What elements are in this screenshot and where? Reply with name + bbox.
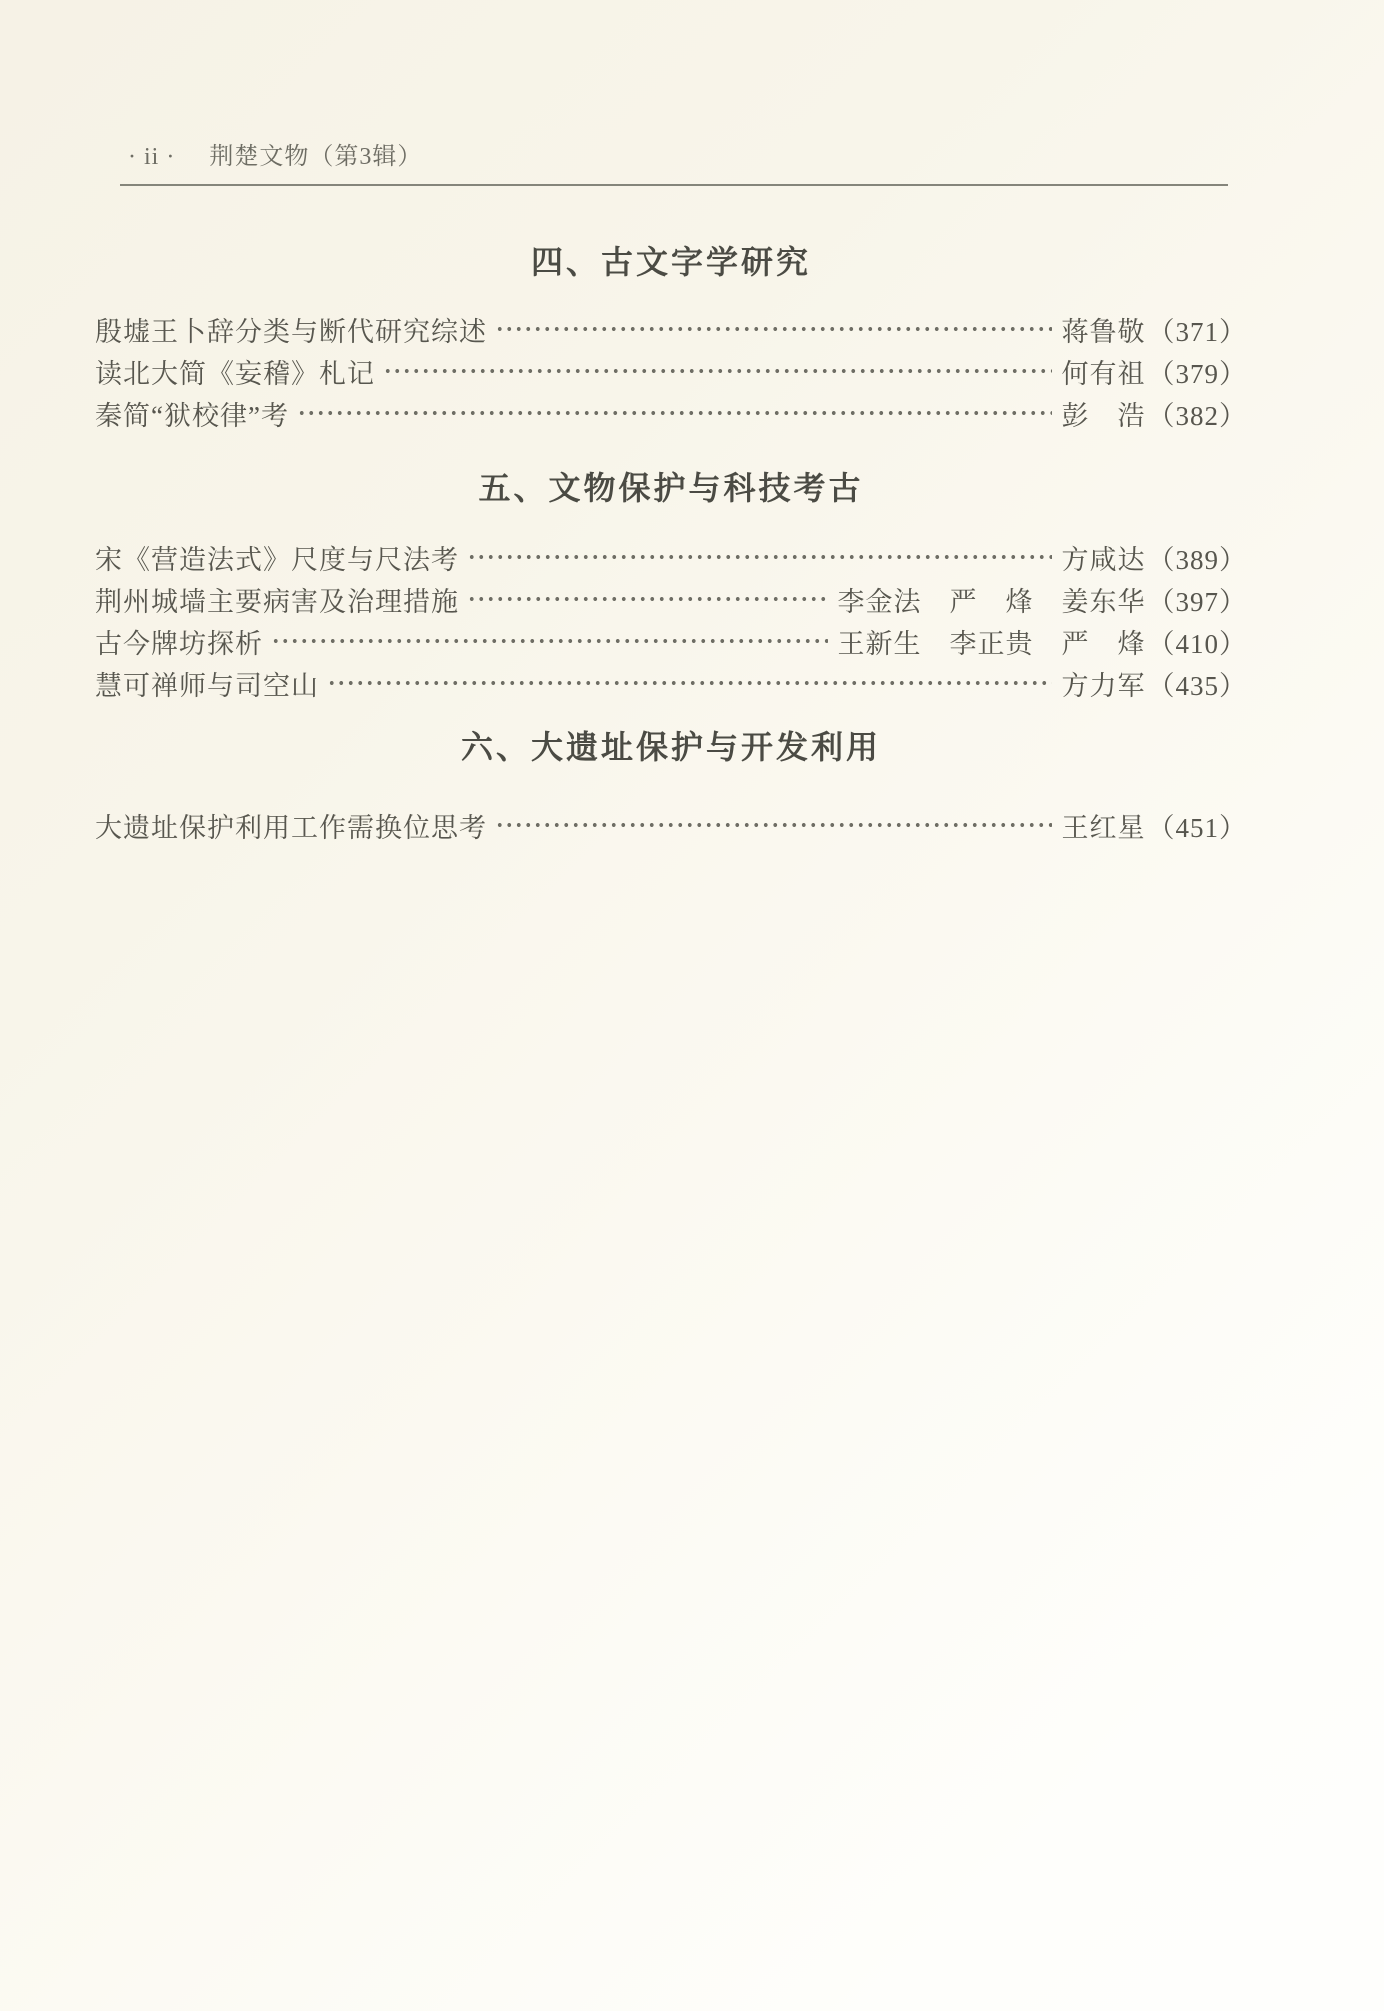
section-heading: 五、文物保护与科技考古 <box>478 470 864 506</box>
entry-title: 读北大简《妄稽》札记 <box>95 358 375 389</box>
entry-authors: 蒋鲁敬 <box>1061 316 1146 347</box>
entry-authors: 李金法 严 烽 姜东华 <box>837 586 1146 617</box>
header-rule <box>120 184 1228 186</box>
entry-page-number: （410） <box>1147 628 1247 659</box>
entry-title: 秦简“狱校律”考 <box>95 400 289 431</box>
toc-entry <box>95 350 1247 392</box>
entry-page-number: （389） <box>1147 544 1247 575</box>
page-header <box>128 136 422 171</box>
dot-leader <box>297 392 1052 434</box>
dot-leader <box>271 620 828 662</box>
entry-authors: 王红星 <box>1061 812 1146 843</box>
dot-leader <box>383 350 1052 392</box>
entry-title: 荆州城墙主要病害及治理措施 <box>95 586 459 617</box>
toc-entry <box>95 620 1247 662</box>
entry-title: 古今牌坊探析 <box>95 628 263 659</box>
book-title: 荆楚文物（第3辑） <box>209 144 423 170</box>
section-heading: 四、古文字学研究 <box>530 244 811 280</box>
toc-entries <box>95 804 1247 846</box>
dot-leader <box>327 662 1052 704</box>
dot-leader <box>467 578 828 620</box>
entry-page-number: （371） <box>1147 316 1247 347</box>
entry-page-number: （379） <box>1147 358 1247 389</box>
dot-leader <box>495 804 1052 846</box>
dot-leader <box>495 308 1052 350</box>
entry-title: 宋《营造法式》尺度与尺法考 <box>95 544 459 575</box>
entry-title: 殷墟王卜辞分类与断代研究综述 <box>95 316 487 347</box>
section-heritage-sites <box>95 729 1247 846</box>
toc-entries <box>95 536 1247 704</box>
section-heading: 六、大遗址保护与开发利用 <box>460 729 881 765</box>
toc-entry <box>95 804 1247 846</box>
toc-entry <box>95 536 1247 578</box>
entry-authors: 王新生 李正贵 严 烽 <box>837 628 1146 659</box>
section-paleography <box>95 244 1247 434</box>
entry-title: 大遗址保护利用工作需换位思考 <box>95 812 487 843</box>
section-conservation <box>95 470 1247 704</box>
toc-entry <box>95 578 1247 620</box>
dot-leader <box>467 536 1052 578</box>
entry-page-number: （397） <box>1147 586 1247 617</box>
entry-page-number: （382） <box>1147 400 1247 431</box>
entry-title: 慧可禅师与司空山 <box>95 670 319 701</box>
toc-entry <box>95 308 1247 350</box>
page-number-marker: · ii · <box>128 144 176 170</box>
entry-authors: 方咸达 <box>1061 544 1146 575</box>
entry-page-number: （451） <box>1147 812 1247 843</box>
entry-page-number: （435） <box>1147 670 1247 701</box>
entry-authors: 何有祖 <box>1061 358 1146 389</box>
toc-entry <box>95 392 1247 434</box>
toc-entry <box>95 662 1247 704</box>
entry-authors: 彭 浩 <box>1061 400 1146 431</box>
toc-entries <box>95 308 1247 434</box>
entry-authors: 方力军 <box>1061 670 1146 701</box>
